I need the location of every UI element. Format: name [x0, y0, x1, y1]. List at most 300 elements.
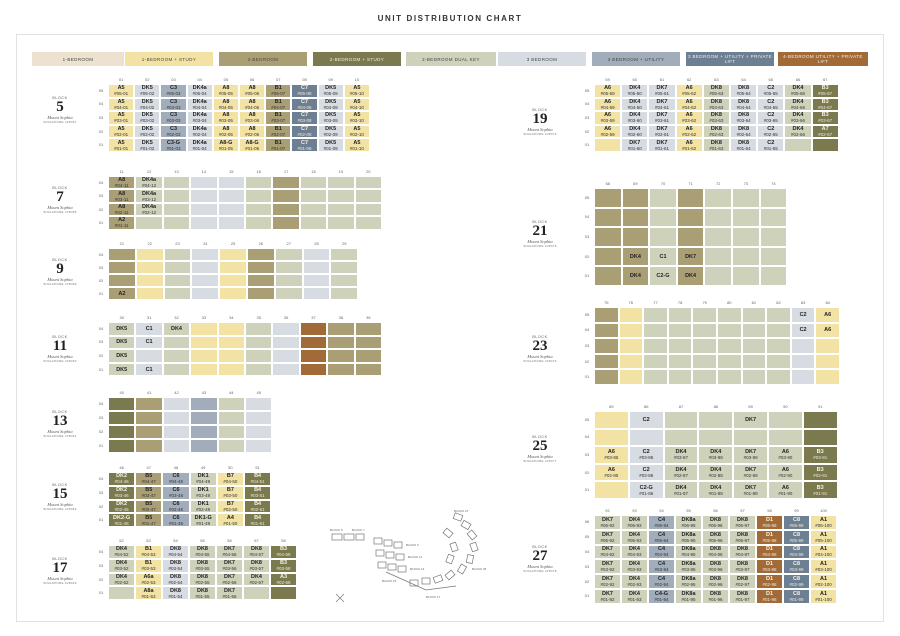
unit-cell [191, 287, 219, 300]
unit-cell [648, 545, 675, 560]
unit-type: DK8 [736, 590, 748, 597]
unit-type: C8 [792, 516, 801, 523]
unit-cell [812, 125, 839, 139]
unit-number: #01-48 [168, 520, 183, 526]
unit-cell [594, 307, 619, 323]
stack-number: 64 [741, 77, 746, 82]
unit-number: #04-64 [736, 104, 751, 110]
unit-number: #02-93 [627, 582, 642, 588]
block-word: BLOCK [532, 545, 548, 549]
postal-code: SINGAPORE 228460 [43, 359, 77, 363]
unit-cell [768, 481, 803, 499]
unit-cell [108, 111, 134, 125]
floor-number: 02 [98, 503, 104, 509]
unit-cell [216, 573, 243, 587]
unit-cell [757, 98, 784, 112]
floor-number: 02 [98, 206, 104, 212]
unit-cell [163, 322, 190, 336]
unit-cell [190, 500, 217, 514]
unit-number: #01-49 [196, 520, 211, 526]
unit-number: #03-54 [168, 566, 183, 572]
unit-type: DK8 [250, 546, 262, 553]
unit-cell [810, 515, 837, 530]
unit-cell [272, 216, 299, 229]
unit-type: DK4 [628, 531, 640, 538]
unit-cell [676, 111, 703, 125]
unit-type: A6 [604, 126, 612, 133]
floor-number: 02 [584, 128, 590, 134]
block-label [30, 186, 90, 214]
unit-type: DK8 [710, 85, 722, 92]
unit-type: C7 [300, 112, 308, 119]
unit-number: #01-54 [168, 593, 183, 599]
postal-code: SINGAPORE 228459 [43, 282, 77, 286]
unit-number: #03-100 [815, 567, 832, 573]
unit-cell [344, 125, 370, 139]
unit-cell [291, 98, 317, 112]
unit-type: B5 [145, 473, 153, 480]
unit-number: #01-98 [762, 596, 777, 602]
unit-number: #04-65 [763, 104, 778, 110]
legend-item: 1-BEDROOM + STUDY [125, 52, 213, 66]
floor-number: 04 [98, 101, 104, 107]
stack-number: 25 [230, 241, 236, 246]
stack-number: 52 [119, 538, 124, 543]
unit-number: #03-64 [736, 118, 751, 124]
unit-cell [733, 429, 768, 447]
unit-number: #04-53 [141, 552, 156, 558]
unit-cell [303, 248, 331, 261]
unit-cell [190, 203, 217, 216]
unit-type: A8 [248, 112, 256, 119]
unit-cell [643, 338, 668, 354]
unit-cell [191, 261, 219, 274]
unit-number: #04-60 [627, 104, 642, 110]
unit-cell [219, 248, 247, 261]
unit-cell [190, 425, 217, 439]
unit-number: #05-61 [654, 91, 669, 97]
stack-number: 97 [740, 508, 745, 513]
unit-type: C1 [145, 366, 153, 373]
floor-number: 04 [584, 214, 590, 220]
unit-type: DK8 [738, 85, 750, 92]
unit-number: #02-46 [114, 506, 129, 512]
unit-type: DK4 [792, 85, 804, 92]
unit-cell [810, 559, 837, 574]
unit-type: DK7 [656, 98, 668, 105]
legend-item: 2-BEDROOM [219, 52, 307, 66]
unit-cell [677, 227, 705, 247]
unit-cell [783, 589, 810, 604]
unit-cell [594, 98, 621, 112]
floor-number: 05 [584, 194, 590, 200]
unit-cell [303, 274, 331, 287]
unit-number: #03-97 [735, 567, 750, 573]
floor-number: 01 [98, 142, 104, 148]
unit-cell [275, 274, 303, 287]
unit-cell [594, 188, 622, 208]
unit-cell [247, 261, 275, 274]
unit-cell [160, 125, 186, 139]
unit-cell [108, 425, 135, 439]
unit-cell [187, 84, 213, 98]
unit-number: #03-96 [708, 567, 723, 573]
unit-cell [213, 84, 239, 98]
unit-type: A5 [353, 98, 361, 105]
unit-type: DK5 [325, 126, 337, 133]
unit-cell [134, 111, 160, 125]
stack-number: 74 [771, 181, 776, 186]
unit-type: A8 [118, 190, 126, 197]
unit-type: C1 [145, 325, 153, 332]
unit-cell [704, 266, 732, 286]
unit-number: #03-98 [762, 567, 777, 573]
stack-number: 47 [146, 465, 151, 470]
unit-type: DK8 [710, 98, 722, 105]
unit-type: DK8 [196, 587, 208, 594]
unit-cell [784, 84, 811, 98]
unit-cell [190, 322, 217, 336]
stack-number: 32 [174, 315, 179, 320]
unit-cell [668, 307, 693, 323]
unit-cell [629, 464, 664, 482]
unit-cell [812, 84, 839, 98]
unit-number: #04-59 [600, 104, 615, 110]
unit-number: #06-94 [654, 522, 669, 528]
unit-type: DK8a [681, 561, 696, 568]
unit-type: D1 [765, 531, 774, 538]
unit-cell [643, 307, 668, 323]
unit-cell [766, 323, 791, 339]
floor-number: 02 [98, 277, 104, 283]
unit-type: DK5 [116, 325, 128, 332]
stack-number: 40 [119, 390, 124, 395]
unit-type: DK4 [792, 112, 804, 119]
unit-number: #03-63 [709, 118, 724, 124]
floor-number: 02 [98, 429, 104, 434]
unit-cell [275, 287, 303, 300]
unit-cell [698, 411, 733, 429]
unit-cell [218, 349, 245, 363]
unit-cell [594, 208, 622, 228]
unit-cell [704, 227, 732, 247]
unit-number: #05-66 [790, 91, 805, 97]
unit-cell [135, 203, 162, 216]
unit-type: C4 [657, 516, 666, 523]
unit-cell [733, 446, 768, 464]
unit-cell [677, 247, 705, 267]
floor-number: 04 [98, 251, 104, 257]
unit-cell [702, 515, 729, 530]
unit-type: DK4 [628, 516, 640, 523]
unit-number: #05-01 [114, 91, 129, 97]
unit-type: DK7 [656, 139, 668, 146]
unit-number: #02-12 [142, 209, 157, 215]
unit-number: #02-95 [681, 582, 696, 588]
unit-number: #01-87 [673, 490, 688, 496]
unit-cell [810, 545, 837, 560]
stack-number: 77 [653, 300, 658, 305]
unit-number: #01-56 [222, 593, 237, 599]
unit-cell [629, 481, 664, 499]
unit-cell [757, 125, 784, 139]
unit-cell [190, 472, 217, 486]
unit-type: DK4 [628, 590, 640, 597]
unit-cell [291, 125, 317, 139]
unit-type: B3 [816, 449, 824, 456]
unit-cell [676, 125, 703, 139]
unit-cell [594, 227, 622, 247]
unit-type: A8-G [219, 139, 233, 146]
unit-cell [300, 216, 327, 229]
unit-cell [108, 261, 136, 274]
unit-number: #02-58 [276, 579, 291, 585]
unit-cell [355, 336, 382, 350]
unit-number: #03-10 [349, 118, 364, 124]
unit-type: A8 [222, 85, 230, 92]
stack-number: 26 [258, 241, 264, 246]
unit-cell [162, 545, 189, 559]
unit-cell [756, 589, 783, 604]
unit-number: #03-59 [600, 118, 615, 124]
block-number: 19 [532, 111, 548, 127]
unit-cell [163, 425, 190, 439]
stack-number: 33 [201, 315, 207, 320]
unit-number: #01-92 [600, 596, 615, 602]
unit-cell [643, 354, 668, 370]
unit-number: #05-03 [166, 91, 181, 97]
unit-cell [134, 125, 160, 139]
unit-cell [303, 287, 331, 300]
unit-cell [619, 307, 644, 323]
unit-number: #03-08 [297, 118, 312, 124]
unit-cell [815, 369, 840, 385]
unit-type: DK4 [710, 467, 722, 474]
unit-number: #01-11 [114, 223, 129, 229]
unit-cell [265, 98, 291, 112]
stack-number: 67 [822, 77, 828, 82]
legend-item: 3 BEDROOM [498, 52, 586, 66]
unit-cell [703, 111, 730, 125]
stack-number: 07 [276, 77, 281, 82]
unit-number: #02-03 [166, 132, 181, 138]
unit-cell [160, 84, 186, 98]
unit-number: #04-95 [681, 552, 696, 558]
floor-number: 01 [98, 366, 104, 372]
unit-type: DK4 [629, 98, 641, 105]
unit-number: #03-90 [778, 455, 793, 461]
unit-type: D1 [765, 546, 774, 553]
block-label [510, 220, 570, 248]
unit-cell [594, 515, 621, 530]
floor-number: 05 [584, 534, 590, 540]
unit-number: #03-11 [114, 196, 129, 202]
unit-cell [108, 559, 135, 573]
unit-number: #01-04 [192, 145, 207, 151]
unit-cell [717, 338, 742, 354]
unit-cell [213, 111, 239, 125]
unit-cell [810, 589, 837, 604]
unit-type: A6 [824, 311, 832, 318]
unit-cell [698, 446, 733, 464]
unit-type: DK7 [601, 531, 613, 538]
mount-sophia-label: Mount Sophia [527, 454, 553, 459]
unit-cell [191, 274, 219, 287]
unit-cell [594, 429, 629, 447]
unit-cell [245, 349, 272, 363]
floor-number: 03 [584, 234, 590, 239]
unit-cell [216, 545, 243, 559]
unit-number: #02-02 [140, 132, 155, 138]
unit-cell [664, 464, 699, 482]
unit-type: C6 [172, 487, 180, 494]
unit-cell [621, 515, 648, 530]
unit-cell [162, 486, 189, 500]
mount-sophia-label: Mount Sophia [47, 502, 73, 507]
unit-number: #02-64 [736, 132, 751, 138]
unit-type: DK5 [325, 98, 337, 105]
unit-cell [270, 573, 297, 587]
unit-type: DK7 [745, 484, 757, 491]
unit-type: C2 [799, 327, 807, 334]
unit-type: DK8a [681, 546, 696, 553]
unit-cell [135, 545, 162, 559]
stack-number: 75 [604, 300, 609, 305]
stack-number: 50 [228, 465, 233, 470]
unit-number: #03-62 [682, 118, 697, 124]
unit-number: #06-97 [735, 522, 750, 528]
floor-number: 03 [98, 562, 104, 568]
unit-cell [766, 354, 791, 370]
stack-number: 95 [686, 508, 691, 513]
unit-cell [213, 125, 239, 139]
unit-type: D1 [765, 561, 774, 568]
unit-type: A5 [353, 126, 361, 133]
unit-cell [803, 481, 838, 499]
unit-number: #01-10 [349, 145, 364, 151]
unit-type: DK7 [656, 85, 668, 92]
unit-type: D1 [765, 576, 774, 583]
unit-cell [216, 586, 243, 600]
unit-number: #05-99 [789, 537, 804, 543]
unit-cell [594, 530, 621, 545]
unit-cell [218, 439, 245, 453]
block-label [30, 410, 90, 438]
mount-sophia-label: Mount Sophia [527, 127, 553, 132]
unit-cell [265, 138, 291, 152]
unit-number: #02-05 [218, 132, 233, 138]
unit-cell [594, 84, 621, 98]
unit-cell [327, 176, 354, 189]
stack-number: 70 [660, 181, 666, 186]
svg-text:BLOCK 11: BLOCK 11 [408, 555, 423, 559]
unit-cell [692, 307, 717, 323]
unit-type: A8 [118, 203, 126, 210]
floor-number: 04 [584, 327, 590, 333]
unit-type: DK2 [116, 473, 128, 480]
unit-type: B3 [821, 98, 829, 105]
unit-number: #05-02 [140, 91, 155, 97]
unit-cell [757, 84, 784, 98]
unit-cell [216, 559, 243, 573]
unit-type: DK8 [738, 126, 750, 133]
unit-type: A1 [819, 531, 828, 538]
unit-number: #03-58 [276, 566, 291, 572]
unit-type: A1 [819, 546, 828, 553]
stack-number: 99 [794, 508, 799, 513]
block-word: BLOCK [532, 108, 548, 112]
unit-type: A5 [353, 85, 361, 92]
unit-cell [108, 513, 135, 527]
unit-number: #04-67 [818, 104, 833, 110]
unit-cell [108, 203, 135, 216]
stack-number: 27 [286, 241, 291, 246]
unit-cell [648, 530, 675, 545]
unit-number: #01-47 [141, 520, 156, 526]
unit-cell [135, 363, 162, 377]
unit-cell [784, 125, 811, 139]
unit-type: B3 [816, 467, 824, 474]
unit-type: DK8 [736, 561, 748, 568]
unit-type: DK4a [192, 126, 207, 133]
unit-number: #03-04 [192, 118, 207, 124]
stack-number: 13 [174, 169, 179, 174]
unit-cell [784, 98, 811, 112]
unit-cell [768, 446, 803, 464]
unit-cell [733, 464, 768, 482]
unit-cell [164, 287, 192, 300]
unit-cell [162, 573, 189, 587]
unit-type: C3 [169, 126, 177, 133]
unit-cell [300, 203, 327, 216]
unit-cell [668, 338, 693, 354]
unit-type: DK5 [325, 85, 337, 92]
unit-number: #01-53 [141, 593, 156, 599]
unit-cell [677, 266, 705, 286]
unit-type: B3 [821, 112, 829, 119]
unit-cell [742, 354, 767, 370]
unit-number: #05-64 [736, 91, 751, 97]
floor-number: 03 [98, 264, 104, 270]
unit-cell [643, 323, 668, 339]
unit-cell [136, 287, 164, 300]
floor-number: 04 [584, 549, 590, 554]
unit-cell [812, 98, 839, 112]
block-number: 5 [56, 99, 64, 115]
unit-type: DK7 [223, 587, 235, 594]
unit-cell [812, 138, 839, 152]
unit-type: B4 [254, 487, 262, 494]
stack-number: 71 [688, 181, 693, 186]
unit-cell [213, 98, 239, 112]
unit-cell [327, 203, 354, 216]
unit-number: #04-57 [249, 552, 264, 558]
unit-number: #01-51 [250, 520, 265, 526]
block-label [510, 108, 570, 136]
unit-cell [812, 111, 839, 125]
unit-type: C3-G [166, 139, 181, 146]
block-number: 21 [532, 223, 548, 239]
block-number: 25 [532, 438, 548, 454]
unit-type: A8 [222, 126, 230, 133]
unit-type: A8 [248, 85, 256, 92]
stack-number: 04 [197, 77, 202, 82]
unit-number: #03-87 [673, 455, 688, 461]
unit-cell [162, 472, 189, 486]
floor-number: 03 [98, 339, 104, 345]
mount-sophia-label: Mount Sophia [47, 576, 73, 581]
unit-type: C4 [657, 531, 666, 538]
